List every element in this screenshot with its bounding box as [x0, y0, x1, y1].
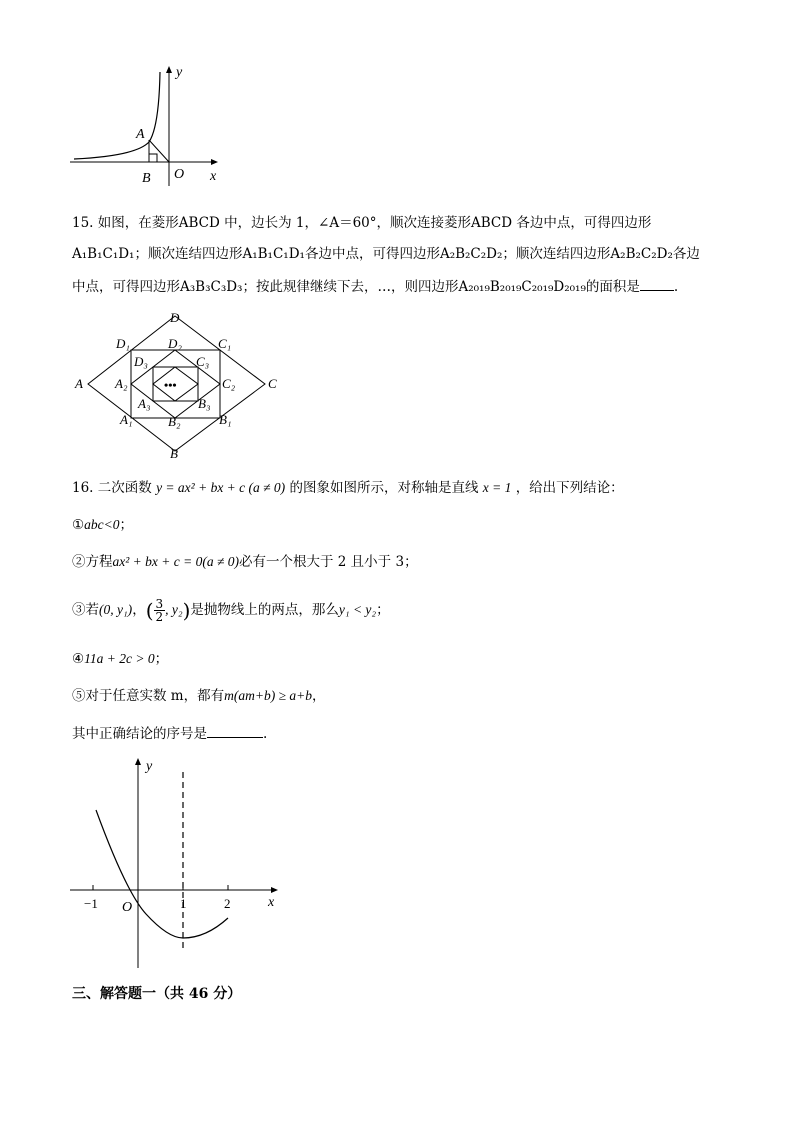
- figure-rhombus: [72, 308, 287, 460]
- q16-answer-blank[interactable]: [207, 723, 263, 738]
- s3-formula: y₁ < y₂: [338, 602, 377, 617]
- s2-formula: ax² + bx + c = 0(a ≠ 0): [112, 554, 240, 569]
- s3-text-2: 是抛物线上的两点，那么: [190, 602, 339, 618]
- label-b2: B₂: [168, 414, 181, 429]
- label-d3: D₃: [134, 354, 148, 369]
- q16-conclusion-text: 其中正确结论的序号是: [72, 726, 207, 742]
- x-label: x: [268, 895, 275, 910]
- s1-number: ①: [72, 517, 85, 533]
- s5-text: ⑤对于任意实数 m，都有: [72, 688, 225, 704]
- label-a3: A₃: [138, 396, 151, 411]
- s4-number: ④: [72, 651, 85, 667]
- s3-frac-den: 2: [155, 610, 164, 624]
- label-a1: A₁: [120, 412, 133, 427]
- label-d: D: [170, 310, 180, 325]
- dots: •••: [164, 378, 177, 392]
- s5-formula: m(am+b) ≥ a+b: [224, 688, 312, 703]
- s1-formula: abc<0: [84, 517, 120, 532]
- q16-statement-4: [72, 649, 168, 669]
- q15-line3-end: .: [673, 279, 679, 295]
- q16-axis-formula: x = 1: [482, 480, 512, 495]
- point-a-label: A: [136, 127, 145, 142]
- label-a: A: [75, 376, 83, 391]
- q16-intro: [72, 478, 624, 498]
- s3-point-1: (0, y₁): [99, 602, 133, 617]
- parabola-curve: [96, 810, 228, 938]
- label-b: B: [170, 446, 178, 460]
- segment-ao: [149, 140, 169, 162]
- s2-text: ②方程: [72, 554, 113, 570]
- y-axis-arrow: [135, 758, 141, 765]
- q16-conclusion: [72, 723, 267, 744]
- figure-parabola: [66, 752, 288, 972]
- right-angle-mark: [149, 154, 157, 162]
- s3-y2: , y₂: [165, 602, 183, 617]
- figure-hyperbola: [66, 62, 236, 190]
- label-d2: D₂: [168, 336, 182, 351]
- q15-line1: 15. 如图，在菱形ABCD 中，边长为 1，∠A＝60°，顺次连接菱形ABCD 各边中点，可得四边形: [72, 215, 652, 231]
- origin-label: O: [122, 900, 133, 915]
- label-a2: A₂: [115, 376, 128, 391]
- label-c: C: [268, 376, 277, 391]
- q15-line3-text: 中点，可得四边形A₃B₃C₃D₃；按此规律继续下去，…，则四边形A₂₀₁₉B₂₀₁₉C₂₀₁₉D₂₀₁₉的面积是: [72, 279, 640, 295]
- q16-statement-2: [72, 552, 418, 572]
- q16-intro-text-2: 的图象如图所示，对称轴是直线: [289, 480, 479, 496]
- s3-text: ③若: [72, 602, 99, 618]
- s3-end: ；: [376, 602, 390, 618]
- label-d1: D₁: [116, 336, 130, 351]
- x-axis-arrow: [271, 887, 278, 893]
- s3-comma: ，: [132, 602, 146, 618]
- section-3-title: 三、解答题一（共 46 分）: [72, 986, 242, 1002]
- label-b3: B₃: [198, 396, 211, 411]
- q15-answer-blank[interactable]: [640, 276, 674, 291]
- s3-frac-num: 3: [155, 597, 164, 611]
- label-c2: C₂: [222, 376, 236, 391]
- q16-function-formula: y = ax² + bx + c (a ≠ 0): [156, 480, 286, 495]
- q16-statement-3: [72, 596, 390, 625]
- x-label: x: [210, 169, 217, 184]
- x-axis-arrow: [211, 159, 218, 165]
- q15-line2: A₁B₁C₁D₁；顺次连结四边形A₁B₁C₁D₁各边中点，可得四边形A₂B₂C₂D₂；顺次连结四边形A₂B₂C₂D₂各边: [72, 246, 700, 262]
- y-label: y: [146, 759, 153, 774]
- q16-intro-text-3: ，给出下列结论：: [515, 480, 624, 496]
- s2-text-2: 必有一个根大于 2 且小于 3；: [239, 554, 418, 570]
- s3-right-paren: ): [182, 598, 191, 623]
- label-b1: B₁: [219, 412, 232, 427]
- q16-statement-1: [72, 515, 133, 535]
- s4-end: ；: [154, 651, 169, 667]
- q15-line3: [72, 276, 678, 297]
- s4-formula: 11a + 2c > 0: [84, 651, 155, 666]
- s1-end: ；: [119, 517, 133, 533]
- q16-conclusion-end: .: [263, 726, 268, 742]
- hyperbola-curve: [74, 72, 160, 159]
- y-axis-arrow: [166, 66, 172, 73]
- tick-label-neg1: −1: [84, 896, 98, 911]
- tick-label-1: 1: [180, 896, 187, 911]
- q16-intro-text: 16. 二次函数: [72, 480, 152, 496]
- q16-statement-5: [72, 686, 325, 706]
- s5-end: ，: [311, 688, 326, 704]
- s3-fraction: [154, 598, 166, 623]
- y-label: y: [176, 65, 183, 80]
- label-c1: C₁: [218, 336, 232, 351]
- s3-left-paren: (: [145, 598, 154, 623]
- tick-label-2: 2: [224, 896, 231, 911]
- label-c3: C₃: [196, 354, 210, 369]
- point-b-label: B: [142, 171, 151, 186]
- origin-label: O: [174, 167, 185, 182]
